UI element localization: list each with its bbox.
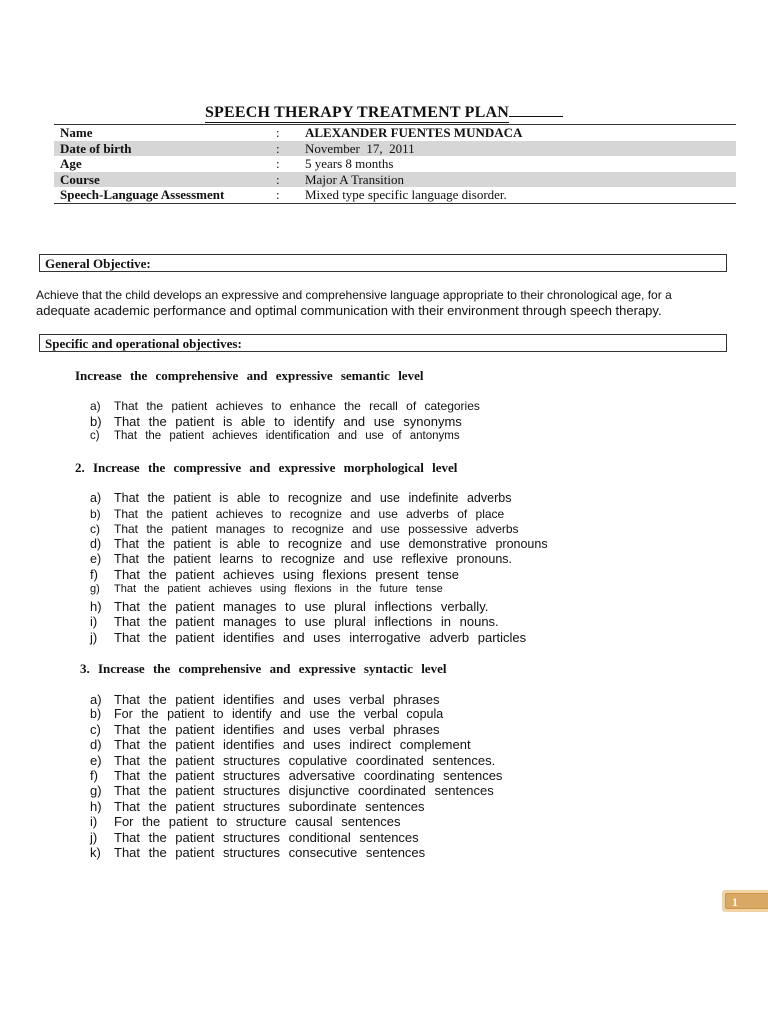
info-row-date-of-birth [54, 141, 736, 157]
list-item [90, 430, 460, 442]
item-text: That the patient achieves using flexions in the future tense [114, 583, 443, 595]
list-item [90, 830, 419, 845]
list-item [90, 783, 494, 798]
info-label: Age [60, 156, 82, 172]
list-item [90, 552, 512, 566]
item-marker: h) [90, 599, 102, 614]
general-objective-heading: General Objective: [39, 254, 727, 272]
general-objective-line-2: adequate academic performance and optimal communication with their environment through speech therapy. [36, 303, 662, 318]
item-text: That the patient structures copulative coordinated sentences. [114, 753, 496, 768]
list-item [90, 845, 425, 860]
item-marker: a) [90, 399, 101, 413]
item-text: That the patient structures subordinate sentences [114, 799, 425, 814]
list-item [90, 414, 462, 429]
list-item [90, 522, 519, 536]
info-colon: : [276, 171, 280, 187]
list-item [90, 753, 495, 768]
item-text: That the patient is able to identify and use synonyms [114, 414, 462, 429]
section-heading-semantic: Increase the comprehensive and expressive semantic level [75, 368, 424, 383]
list-item [90, 722, 440, 737]
item-text: That the patient structures adversative coordinating sentences [114, 768, 503, 783]
list-item [90, 567, 459, 582]
item-text: That the patient identifies and uses verbal phrases [114, 692, 440, 707]
item-marker: e) [90, 552, 102, 566]
title-text: SPEECH THERAPY TREATMENT PLAN [204, 104, 510, 121]
page-number-badge [722, 890, 768, 912]
item-text: That the patient structures consecutive sentences [114, 845, 426, 860]
list-item [90, 599, 488, 614]
item-text: That the patient manages to use plural inflections verbally. [114, 599, 489, 614]
info-colon: : [276, 156, 280, 172]
item-marker: c) [90, 430, 100, 442]
item-text: That the patient achieves to recognize and use adverbs of place [114, 507, 505, 521]
info-label: Name [60, 125, 93, 140]
info-row-name [54, 125, 736, 141]
item-marker: e) [90, 753, 102, 768]
info-row-course [54, 172, 736, 188]
list-item [90, 768, 502, 783]
item-marker: g) [90, 583, 100, 595]
list-item [90, 799, 424, 814]
section-heading-morphological: 2. Increase the compressive and expressive morphological level [75, 460, 458, 475]
item-text: That the patient achieves identification and use of antonyms [114, 430, 460, 442]
general-objective-line-1: Achieve that the child develops an expressive and comprehensive language appropriate to their chronological age, for a [36, 288, 672, 302]
item-marker: b) [90, 507, 101, 521]
item-marker: f) [90, 567, 98, 582]
list-item [90, 583, 443, 595]
item-marker: c) [90, 522, 100, 536]
list-item [90, 737, 471, 752]
title-underline-extension [509, 104, 563, 117]
list-item [90, 614, 499, 629]
info-label: Date of birth [60, 140, 132, 156]
item-text: That the patient manages to recognize and use possessive adverbs [114, 522, 519, 536]
info-label: Speech-Language Assessment [60, 187, 225, 203]
info-value: ALEXANDER FUENTES MUNDACA [305, 125, 523, 140]
info-row-assessment [54, 187, 736, 203]
item-marker: d) [90, 737, 102, 752]
list-item [90, 630, 526, 645]
item-marker: i) [90, 814, 98, 829]
info-value: November 17, 2011 [305, 140, 415, 156]
info-label: Course [60, 171, 100, 187]
general-objective-text [36, 287, 716, 319]
info-value: 5 years 8 months [305, 156, 394, 172]
item-marker: a) [90, 692, 102, 707]
info-colon: : [276, 140, 280, 156]
item-text: That the patient structures conditional sentences [114, 830, 419, 845]
patient-info-table [54, 124, 736, 204]
document-title [0, 104, 768, 123]
info-colon: : [276, 187, 280, 203]
item-text: That the patient identifies and uses verbal phrases [114, 722, 440, 737]
item-marker: j) [90, 630, 98, 645]
item-text: That the patient structures disjunctive coordinated sentences [114, 783, 494, 798]
info-value: Major A Transition [305, 171, 404, 187]
item-text: That the patient learns to recognize and use reflexive pronouns. [114, 552, 512, 566]
item-text: That the patient identifies and uses interrogative adverb particles [114, 630, 527, 645]
item-marker: g) [90, 783, 102, 798]
item-text: For the patient to structure causal sentences [114, 814, 401, 829]
item-marker: c) [90, 722, 101, 737]
item-text: For the patient to identify and use the verbal copula [114, 707, 444, 721]
info-value: Mixed type specific language disorder. [305, 187, 507, 203]
list-item [90, 507, 504, 521]
item-marker: a) [90, 491, 102, 505]
list-item [90, 707, 443, 721]
section-heading-syntactic: 3. Increase the comprehensive and expressive syntactic level [80, 661, 447, 676]
item-text: That the patient is able to recognize and use demonstrative pronouns [114, 537, 548, 551]
list-item [90, 491, 511, 505]
item-marker: i) [90, 614, 98, 629]
list-item [90, 399, 480, 413]
item-text: That the patient identifies and uses indirect complement [114, 737, 471, 752]
list-item [90, 692, 440, 707]
page-number: 1 [725, 893, 768, 909]
item-marker: b) [90, 707, 102, 721]
item-text: That the patient is able to recognize and use indefinite adverbs [114, 491, 512, 505]
list-item [90, 537, 548, 551]
item-text: That the patient achieves using flexions present tense [114, 567, 460, 582]
item-marker: k) [90, 845, 101, 860]
info-colon: : [276, 125, 280, 140]
item-text: That the patient achieves to enhance the recall of categories [114, 399, 480, 413]
item-text: That the patient manages to use plural inflections in nouns. [114, 614, 499, 629]
item-marker: b) [90, 414, 102, 429]
item-marker: d) [90, 537, 102, 551]
item-marker: h) [90, 799, 102, 814]
info-row-age [54, 156, 736, 172]
specific-objectives-heading: Specific and operational objectives: [39, 334, 727, 352]
item-marker: j) [90, 830, 98, 845]
item-marker: f) [90, 768, 98, 783]
list-item [90, 814, 401, 829]
